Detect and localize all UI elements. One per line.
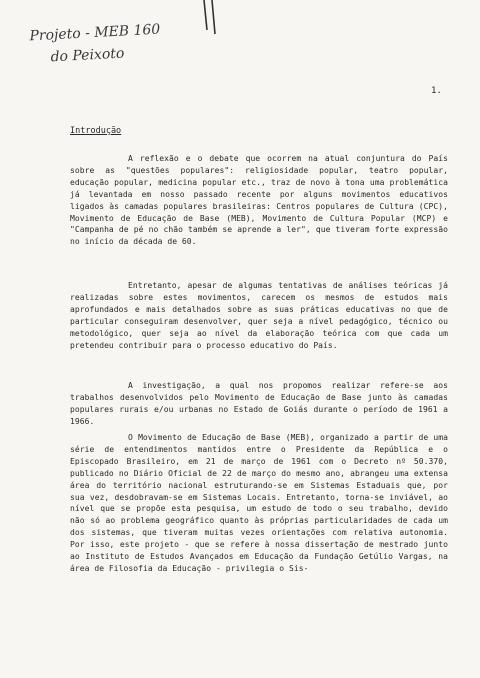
section-heading: Introdução — [70, 126, 122, 136]
paragraph-4: O Movimento de Educação de Base (MEB), organizado a partir de uma série de entendimentos mantidos entre o Presidente da República e o Episcopado Brasileiro, em 21 de março de 1961 com o Decreto nº 50.370, publicado no Diário Oficial de 22 de março do mesmo ano, abrangeu uma extensa área do território nacional estruturando-se em Sistemas Estaduais que, por sua vez, desdobravam-se em Sistemas Locais. Entretanto, torna-se inviável, ao nível que se propõe esta pesquisa, um estudo de todo o seu trabalho, devido não só ao problema geográfico quanto às próprias particularidades de cada um dos sistemas, que tiveram muitas vezes orientações com relativa autonomia. Por isso, este projeto - que se refere à nossa dissertação de mestrado junto ao Instituto de Estudos Avançados em Educação da Fundação Getúlio Vargas, na área de Filosofia da Educação - privilegia o Sis- — [70, 433, 448, 573]
annotation-line-2: do Peixoto — [50, 45, 125, 66]
annotation-line-1: Projeto - MEB 160 — [29, 21, 161, 45]
paragraph-2: Entretanto, apesar de algumas tentativas de análises teóricas já realizadas sobre estes movimentos, carecem os mesmos de estudos mais aprofundados e mais detalhados sobre as suas práticas educativas no que de particular conseguiram desenvolver, quer seja a nível pedagógico, técnico ou metodológico, quer seja ao nível da elaboração teórica com que cada um pretendeu contribuir para o processo educativo do País. — [70, 281, 448, 350]
pen-marks — [198, 0, 228, 40]
handwritten-annotation — [29, 19, 162, 70]
page-number: 1. — [431, 86, 442, 96]
paragraph-3: A investigação, a qual nos propomos realizar refere-se aos trabalhos desenvolvidos pelo Movimento de Educação de Base junto às camadas populares rurais e/ou urbanas no Estado de Goiás durante o período de 1961 a 1966. — [70, 381, 448, 426]
paragraph-1: A reflexão e o debate que ocorrem na atual conjuntura do País sobre as "questões populares": religiosidade popular, teatro popular, educação popular, medicina popular etc., traz de novo à tona uma problemática já levantada em nosso passado recente por alguns movimentos educativos ligados às camadas populares brasileiras: Centros populares de Cultura (CPC), Movimento de Educação de Base (MEB), Movimento de Cultura Popular (MCP) e "Campanha de pé no chão também se aprende a ler", que tiveram forte expressão no início da década de 60. — [70, 154, 448, 247]
